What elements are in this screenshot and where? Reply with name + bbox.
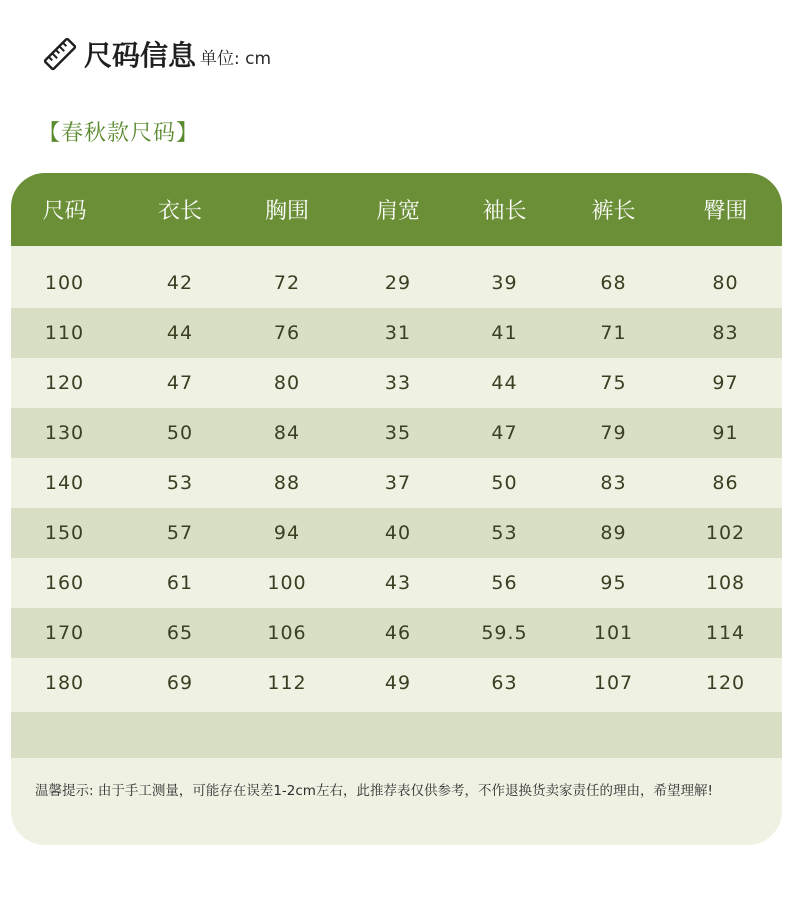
table-row [11,508,782,558]
table-cell: 102 [705,522,746,544]
table-cell: 47 [166,372,194,394]
table-cell: 100 [44,272,85,294]
table-cell: 112 [267,672,307,694]
table-cell: 140 [44,472,85,494]
table-row [11,458,782,508]
table-cell: 76 [273,322,301,344]
table-cell: 37 [384,472,412,494]
size-table [11,173,782,845]
table-cell: 75 [600,372,627,394]
table-cell: 42 [166,272,194,294]
table-cell: 29 [384,272,412,294]
table-cell: 150 [44,522,85,544]
table-cell: 160 [44,572,85,594]
table-row [11,658,782,708]
table-cell: 95 [600,572,627,594]
table-cell: 43 [384,572,412,594]
table-row [11,608,782,658]
table-cell: 35 [384,422,412,444]
table-cell: 39 [491,272,518,294]
table-body [11,258,782,708]
table-cell: 31 [384,322,412,344]
table-cell: 53 [166,472,194,494]
table-cell: 69 [166,672,194,694]
blank-row [11,712,782,758]
table-cell: 83 [712,322,739,344]
table-row [11,358,782,408]
table-cell: 49 [384,672,412,694]
column-header: 衣长 [157,199,202,224]
table-cell: 100 [267,572,307,594]
column-header: 袖长 [482,199,527,224]
table-cell: 71 [600,322,627,344]
table-cell: 50 [166,422,194,444]
table-cell: 97 [712,372,739,394]
table-cell: 108 [705,572,746,594]
table-cell: 40 [384,522,412,544]
table-cell: 61 [166,572,194,594]
table-cell: 33 [384,372,412,394]
table-cell: 170 [44,622,85,644]
table-cell: 79 [600,422,627,444]
column-header: 胸围 [264,199,309,224]
table-cell: 59.5 [481,622,528,644]
table-row [11,408,782,458]
table-cell: 72 [273,272,301,294]
table-cell: 68 [600,272,627,294]
table-row [11,558,782,608]
table-cell: 50 [491,472,518,494]
table-cell: 80 [273,372,301,394]
page-header [42,34,271,74]
table-cell: 120 [705,672,746,694]
table-cell: 56 [491,572,518,594]
table-cell: 120 [44,372,85,394]
table-cell: 46 [384,622,412,644]
table-cell: 44 [166,322,194,344]
table-cell: 44 [491,372,518,394]
table-cell: 101 [593,622,634,644]
table-cell: 130 [44,422,85,444]
table-header [11,173,782,246]
table-cell: 80 [712,272,739,294]
table-cell: 180 [44,672,85,694]
ruler-icon [42,36,78,72]
table-row [11,258,782,308]
unit-label: 单位: cm [200,49,272,69]
column-header: 尺码 [42,199,87,224]
table-cell: 53 [491,522,518,544]
table-row [11,308,782,358]
page-title: 尺码信息 [84,39,197,72]
table-cell: 65 [166,622,194,644]
season-label: 【春秋款尺码】 [38,121,200,146]
table-cell: 84 [273,422,301,444]
disclaimer-note: 温馨提示: 由于手工测量，可能存在误差1-2cm左右，此推荐表仅供参考，不作退换货卖家责任的理由，希望理解! [35,783,713,799]
table-cell: 110 [44,322,85,344]
table-cell: 89 [600,522,627,544]
table-cell: 94 [273,522,301,544]
table-cell: 107 [593,672,634,694]
table-cell: 63 [491,672,518,694]
column-header: 臀围 [703,199,748,224]
table-cell: 83 [600,472,627,494]
table-cell: 91 [712,422,739,444]
table-cell: 88 [273,472,301,494]
table-cell: 106 [267,622,307,644]
column-header: 肩宽 [375,199,420,224]
table-cell: 47 [491,422,518,444]
column-header: 裤长 [591,199,636,224]
table-cell: 41 [491,322,518,344]
table-cell: 86 [712,472,739,494]
table-cell: 114 [705,622,746,644]
table-cell: 57 [166,522,194,544]
